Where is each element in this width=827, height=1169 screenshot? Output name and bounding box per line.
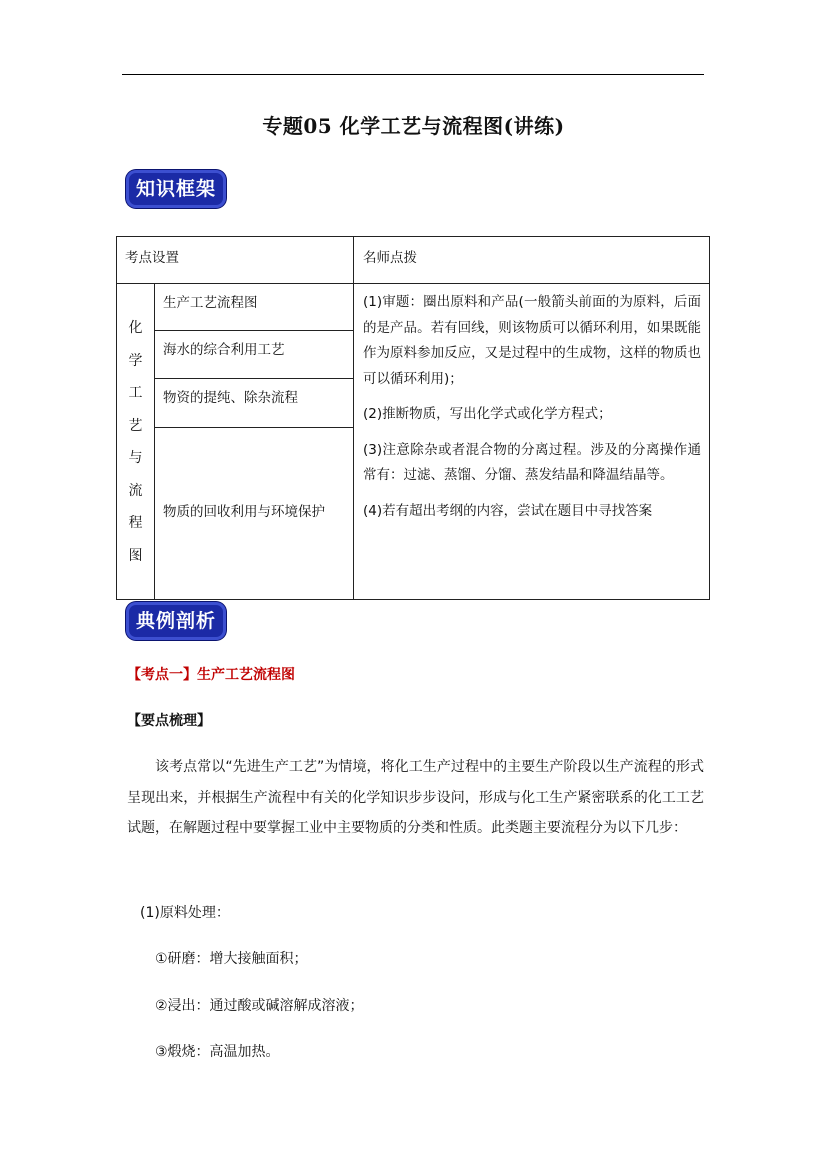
category-char: 化 bbox=[128, 320, 143, 336]
header-rule bbox=[122, 74, 704, 75]
category-char: 图 bbox=[128, 547, 143, 564]
knowledge-framework-badge: 知识框架 bbox=[126, 170, 226, 208]
kaodian-heading: 【考点一】生产工艺流程图 bbox=[127, 667, 295, 683]
step-item: ①研磨：增大接触面积； bbox=[155, 951, 308, 967]
topic-cell: 物资的提纯、除杂流程 bbox=[155, 379, 354, 428]
topic-text: 物质的回收利用与环境保护 bbox=[163, 504, 325, 520]
topic-cell bbox=[155, 428, 354, 599]
topic-cell: 海水的综合利用工艺 bbox=[155, 331, 354, 379]
framework-table bbox=[116, 236, 710, 600]
tip-item: (2)推断物质，写出化学式或化学方程式； bbox=[363, 406, 612, 422]
category-char: 学 bbox=[128, 352, 143, 369]
yaodian-heading: 【要点梳理】 bbox=[127, 713, 211, 729]
page-title: 专题05 化学工艺与流程图(讲练) bbox=[262, 114, 565, 138]
category-char: 程 bbox=[128, 515, 143, 531]
body-paragraph: 该考点常以“先进生产工艺”为情境，将化工生产过程中的主要生产阶段以生产流程的形式呈现出来，并根据生产流程中有关的化学知识步步设问，形成与化工生产紧密联系的化工工艺试题，在解题过程中要掌握工业中主要物质的分类和性质。此类题主要流程分为以下几步： bbox=[127, 759, 704, 836]
table-header-right: 名师点拨 bbox=[354, 237, 709, 284]
category-column bbox=[117, 284, 155, 599]
tip-item: (4)若有超出考纲的内容，尝试在题目中寻找答案 bbox=[363, 502, 653, 519]
category-char: 艺 bbox=[128, 417, 143, 434]
step-item: ②浸出：通过酸或碱溶解成溶液； bbox=[155, 998, 364, 1014]
typical-examples-badge: 典例剖析 bbox=[126, 602, 226, 640]
category-char: 与 bbox=[128, 450, 143, 466]
category-char: 流 bbox=[128, 482, 143, 499]
tips-cell bbox=[354, 284, 709, 599]
category-char: 工 bbox=[128, 385, 143, 401]
topic-cell: 生产工艺流程图 bbox=[155, 284, 354, 331]
step-item: ③煅烧：高温加热。 bbox=[155, 1044, 280, 1060]
table-header-left: 考点设置 bbox=[117, 237, 354, 284]
tip-item: (1)审题：圈出原料和产品(一般箭头前面的为原料，后面的是产品。若有回线，则该物质可以循环利用，如果既能作为原料参加反应，又是过程中的生成物，这样的物质也可以循环利用)； bbox=[363, 294, 701, 387]
step-title: (1)原料处理： bbox=[140, 905, 230, 921]
tip-item: (3)注意除杂或者混合物的分离过程。涉及的分离操作通常有：过滤、蒸馏、分馏、蒸发结晶和降温结晶等。 bbox=[363, 441, 701, 483]
